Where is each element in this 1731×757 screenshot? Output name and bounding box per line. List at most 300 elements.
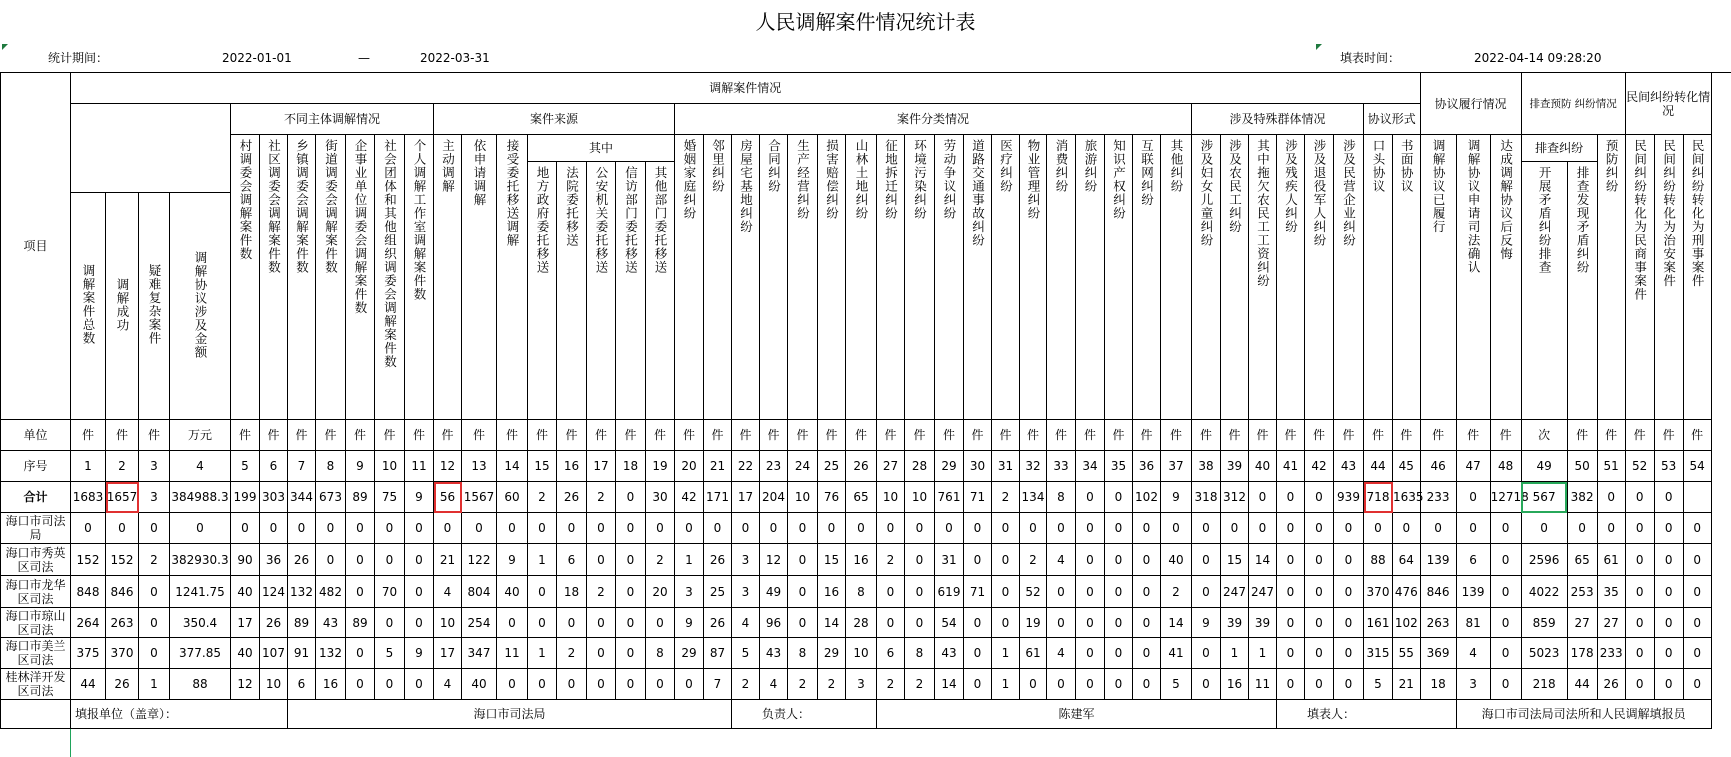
table-cell[interactable]: 377.85 bbox=[170, 638, 231, 669]
seq-cell[interactable]: 1 bbox=[71, 451, 106, 482]
unit-cell[interactable]: 件 bbox=[260, 420, 288, 451]
seq-cell[interactable]: 30 bbox=[964, 451, 992, 482]
table-cell[interactable]: 9 bbox=[1192, 608, 1221, 638]
table-cell[interactable]: 0 bbox=[1133, 513, 1161, 544]
table-cell[interactable]: 0 bbox=[646, 669, 675, 700]
table-cell[interactable]: 6 bbox=[557, 544, 587, 576]
table-cell[interactable]: 0 bbox=[1364, 513, 1393, 544]
table-cell[interactable]: 0 bbox=[1020, 513, 1047, 544]
footer-filler-value[interactable]: 海口市司法局司法所和人民调解填报员 bbox=[1456, 700, 1711, 729]
table-cell[interactable]: 0 bbox=[1683, 638, 1711, 669]
table-cell[interactable]: 0 bbox=[1192, 576, 1221, 608]
table-cell[interactable]: 0 bbox=[1105, 576, 1133, 608]
unit-cell[interactable]: 件 bbox=[1076, 420, 1105, 451]
table-cell[interactable]: 14 bbox=[818, 608, 846, 638]
table-cell[interactable]: 859 bbox=[1521, 608, 1567, 638]
table-cell[interactable]: 0 bbox=[1490, 576, 1521, 608]
table-cell[interactable]: 1635 bbox=[1393, 482, 1421, 513]
table-cell[interactable]: 44 bbox=[71, 669, 106, 700]
table-cell[interactable]: 0 bbox=[905, 576, 935, 608]
table-cell[interactable]: 0 bbox=[587, 608, 616, 638]
table-cell[interactable]: 218 bbox=[1521, 669, 1567, 700]
table-cell[interactable]: 12 bbox=[760, 544, 788, 576]
row-label[interactable]: 海口市秀英区司法 bbox=[1, 544, 71, 576]
table-cell[interactable]: 161 bbox=[1364, 608, 1393, 638]
seq-cell[interactable]: 34 bbox=[1076, 451, 1105, 482]
table-cell[interactable]: 61 bbox=[1597, 544, 1625, 576]
table-cell[interactable]: 0 bbox=[1334, 576, 1364, 608]
table-cell[interactable]: 0 bbox=[1490, 669, 1521, 700]
table-cell[interactable]: 0 bbox=[1105, 482, 1133, 513]
table-cell[interactable]: 0 bbox=[905, 544, 935, 576]
table-cell[interactable]: 4 bbox=[1047, 544, 1076, 576]
table-cell[interactable]: 27 bbox=[1597, 608, 1625, 638]
table-cell[interactable]: 0 bbox=[1456, 482, 1490, 513]
table-cell[interactable]: 4 bbox=[1456, 638, 1490, 669]
table-cell[interactable]: 0 bbox=[462, 513, 497, 544]
seq-cell[interactable]: 47 bbox=[1456, 451, 1490, 482]
table-cell[interactable]: 0 bbox=[557, 513, 587, 544]
table-cell[interactable]: 132 bbox=[288, 576, 316, 608]
seq-cell[interactable]: 29 bbox=[935, 451, 964, 482]
table-cell[interactable]: 0 bbox=[1305, 544, 1334, 576]
table-cell[interactable]: 10 bbox=[788, 482, 818, 513]
unit-cell[interactable]: 件 bbox=[846, 420, 877, 451]
table-cell[interactable]: 0 bbox=[788, 513, 818, 544]
table-cell[interactable]: 2 bbox=[1161, 576, 1192, 608]
table-cell[interactable]: 1 bbox=[528, 544, 557, 576]
table-cell[interactable]: 0 bbox=[1221, 513, 1249, 544]
seq-cell[interactable]: 23 bbox=[760, 451, 788, 482]
table-cell[interactable]: 25 bbox=[704, 576, 732, 608]
table-cell[interactable]: 40 bbox=[231, 576, 260, 608]
table-cell[interactable]: 2 bbox=[587, 576, 616, 608]
table-cell[interactable]: 61 bbox=[1020, 638, 1047, 669]
table-cell[interactable] bbox=[1683, 482, 1711, 513]
table-cell[interactable]: 247 bbox=[1221, 576, 1249, 608]
table-cell[interactable]: 16 bbox=[316, 669, 346, 700]
seq-cell[interactable]: 22 bbox=[732, 451, 760, 482]
unit-cell[interactable]: 件 bbox=[760, 420, 788, 451]
table-cell[interactable]: 619 bbox=[935, 576, 964, 608]
table-cell[interactable]: 2 bbox=[557, 638, 587, 669]
table-cell[interactable]: 0 bbox=[1047, 608, 1076, 638]
unit-cell[interactable]: 件 bbox=[557, 420, 587, 451]
table-cell[interactable]: 178 bbox=[1567, 638, 1597, 669]
table-cell[interactable]: 0 bbox=[788, 608, 818, 638]
unit-cell[interactable]: 件 bbox=[1456, 420, 1490, 451]
table-cell[interactable]: 204 bbox=[760, 482, 788, 513]
table-cell[interactable]: 16 bbox=[1221, 669, 1249, 700]
table-cell[interactable]: 1567 bbox=[462, 482, 497, 513]
seq-cell[interactable]: 27 bbox=[877, 451, 905, 482]
table-cell[interactable]: 0 bbox=[139, 608, 170, 638]
table-cell[interactable]: 7 bbox=[704, 669, 732, 700]
table-cell[interactable]: 152 bbox=[71, 544, 106, 576]
table-cell[interactable]: 65 bbox=[846, 482, 877, 513]
table-cell[interactable]: 0 bbox=[288, 513, 316, 544]
unit-cell[interactable]: 件 bbox=[1654, 420, 1683, 451]
table-cell[interactable]: 12718 bbox=[1490, 482, 1521, 513]
table-cell[interactable]: 0 bbox=[1277, 513, 1305, 544]
table-cell[interactable]: 39 bbox=[1221, 608, 1249, 638]
unit-cell[interactable]: 件 bbox=[704, 420, 732, 451]
table-cell[interactable]: 0 bbox=[732, 513, 760, 544]
table-cell[interactable]: 0 bbox=[1654, 513, 1683, 544]
table-cell[interactable]: 10 bbox=[846, 638, 877, 669]
table-cell[interactable]: 247 bbox=[1249, 576, 1277, 608]
table-cell[interactable]: 2 bbox=[732, 669, 760, 700]
table-cell[interactable]: 0 bbox=[1490, 544, 1521, 576]
table-cell[interactable]: 3 bbox=[1456, 669, 1490, 700]
table-cell[interactable]: 4022 bbox=[1521, 576, 1567, 608]
table-cell[interactable]: 0 bbox=[260, 513, 288, 544]
seq-cell[interactable]: 17 bbox=[587, 451, 616, 482]
table-cell[interactable]: 0 bbox=[616, 608, 646, 638]
table-cell[interactable]: 55 bbox=[1393, 638, 1421, 669]
unit-cell[interactable]: 件 bbox=[346, 420, 375, 451]
table-cell[interactable]: 0 bbox=[1105, 669, 1133, 700]
table-cell[interactable]: 0 bbox=[1305, 608, 1334, 638]
table-cell[interactable]: 848 bbox=[71, 576, 106, 608]
table-cell[interactable]: 0 bbox=[905, 513, 935, 544]
table-cell[interactable]: 0 bbox=[1654, 608, 1683, 638]
seq-cell[interactable]: 36 bbox=[1133, 451, 1161, 482]
table-cell[interactable]: 0 bbox=[964, 608, 992, 638]
table-cell[interactable]: 0 bbox=[1020, 669, 1047, 700]
table-cell[interactable]: 0 bbox=[1334, 608, 1364, 638]
table-cell[interactable]: 0 bbox=[1654, 576, 1683, 608]
table-cell[interactable]: 6 bbox=[877, 638, 905, 669]
table-cell[interactable]: 254 bbox=[462, 608, 497, 638]
table-cell[interactable]: 17 bbox=[732, 482, 760, 513]
table-cell[interactable]: 60 bbox=[497, 482, 528, 513]
table-cell[interactable]: 0 bbox=[434, 513, 462, 544]
unit-cell[interactable]: 件 bbox=[935, 420, 964, 451]
table-cell[interactable]: 44 bbox=[1567, 669, 1597, 700]
unit-cell[interactable]: 件 bbox=[1567, 420, 1597, 451]
table-cell[interactable]: 107 bbox=[260, 638, 288, 669]
table-cell[interactable]: 0 bbox=[646, 513, 675, 544]
table-cell[interactable]: 0 bbox=[497, 513, 528, 544]
table-cell[interactable]: 10 bbox=[434, 608, 462, 638]
table-cell[interactable]: 26 bbox=[260, 608, 288, 638]
table-cell[interactable]: 43 bbox=[316, 608, 346, 638]
table-cell[interactable]: 3 bbox=[732, 576, 760, 608]
table-cell[interactable]: 18 bbox=[557, 576, 587, 608]
table-cell[interactable]: 0 bbox=[964, 638, 992, 669]
seq-cell[interactable]: 11 bbox=[405, 451, 434, 482]
table-cell[interactable]: 6 bbox=[288, 669, 316, 700]
table-cell[interactable]: 370 bbox=[1364, 576, 1393, 608]
unit-cell[interactable]: 件 bbox=[405, 420, 434, 451]
unit-cell[interactable]: 件 bbox=[1020, 420, 1047, 451]
table-cell[interactable]: 6 bbox=[1456, 544, 1490, 576]
table-cell[interactable]: 0 bbox=[1625, 669, 1654, 700]
table-cell[interactable]: 0 bbox=[616, 638, 646, 669]
table-cell[interactable]: 939 bbox=[1334, 482, 1364, 513]
table-cell[interactable]: 9 bbox=[405, 482, 434, 513]
table-cell[interactable]: 1 bbox=[1221, 638, 1249, 669]
table-cell[interactable]: 0 bbox=[1625, 638, 1654, 669]
table-cell[interactable]: 1 bbox=[528, 638, 557, 669]
table-cell[interactable]: 124 bbox=[260, 576, 288, 608]
table-cell[interactable]: 17 bbox=[231, 608, 260, 638]
table-cell[interactable]: 9 bbox=[675, 608, 704, 638]
table-cell[interactable]: 567 bbox=[1521, 482, 1567, 513]
unit-cell[interactable]: 件 bbox=[1105, 420, 1133, 451]
fill-time[interactable]: 2022-04-14 09:28:20 bbox=[1474, 51, 1602, 65]
table-cell[interactable]: 87 bbox=[704, 638, 732, 669]
table-cell[interactable]: 312 bbox=[1221, 482, 1249, 513]
table-cell[interactable]: 0 bbox=[346, 638, 375, 669]
table-cell[interactable]: 303 bbox=[260, 482, 288, 513]
table-cell[interactable]: 11 bbox=[497, 638, 528, 669]
seq-cell[interactable]: 33 bbox=[1047, 451, 1076, 482]
table-cell[interactable]: 0 bbox=[1133, 638, 1161, 669]
table-cell[interactable]: 0 bbox=[1249, 513, 1277, 544]
table-cell[interactable]: 14 bbox=[935, 669, 964, 700]
seq-cell[interactable]: 26 bbox=[846, 451, 877, 482]
table-cell[interactable]: 0 bbox=[375, 669, 405, 700]
table-cell[interactable]: 382 bbox=[1567, 482, 1597, 513]
unit-cell[interactable]: 件 bbox=[877, 420, 905, 451]
table-cell[interactable]: 0 bbox=[1683, 513, 1711, 544]
row-label[interactable]: 海口市琼山区司法 bbox=[1, 608, 71, 638]
unit-cell[interactable]: 件 bbox=[1420, 420, 1456, 451]
table-cell[interactable]: 2596 bbox=[1521, 544, 1567, 576]
table-cell[interactable]: 0 bbox=[1047, 669, 1076, 700]
table-cell[interactable]: 263 bbox=[1420, 608, 1456, 638]
table-cell[interactable]: 71 bbox=[964, 576, 992, 608]
table-cell[interactable]: 0 bbox=[1277, 544, 1305, 576]
seq-cell[interactable]: 25 bbox=[818, 451, 846, 482]
table-cell[interactable]: 0 bbox=[528, 669, 557, 700]
seq-cell[interactable]: 42 bbox=[1305, 451, 1334, 482]
table-cell[interactable]: 39 bbox=[1249, 608, 1277, 638]
table-cell[interactable]: 0 bbox=[964, 513, 992, 544]
table-cell[interactable]: 0 bbox=[405, 544, 434, 576]
table-cell[interactable]: 20 bbox=[646, 576, 675, 608]
table-cell[interactable]: 8 bbox=[1047, 482, 1076, 513]
table-cell[interactable]: 2 bbox=[646, 544, 675, 576]
table-cell[interactable]: 0 bbox=[1076, 513, 1105, 544]
table-cell[interactable]: 0 bbox=[1597, 482, 1625, 513]
unit-cell[interactable]: 次 bbox=[1521, 420, 1567, 451]
table-cell[interactable]: 91 bbox=[288, 638, 316, 669]
table-cell[interactable]: 0 bbox=[877, 513, 905, 544]
table-cell[interactable]: 0 bbox=[1192, 669, 1221, 700]
table-cell[interactable]: 0 bbox=[788, 576, 818, 608]
table-cell[interactable]: 0 bbox=[1076, 638, 1105, 669]
table-cell[interactable]: 0 bbox=[1334, 544, 1364, 576]
table-cell[interactable]: 0 bbox=[1683, 669, 1711, 700]
table-cell[interactable]: 1 bbox=[675, 544, 704, 576]
table-cell[interactable]: 89 bbox=[346, 482, 375, 513]
table-cell[interactable]: 14 bbox=[1161, 608, 1192, 638]
table-cell[interactable]: 0 bbox=[405, 513, 434, 544]
unit-cell[interactable]: 件 bbox=[316, 420, 346, 451]
table-cell[interactable]: 253 bbox=[1567, 576, 1597, 608]
table-cell[interactable]: 0 bbox=[1654, 482, 1683, 513]
table-cell[interactable]: 0 bbox=[405, 608, 434, 638]
table-cell[interactable]: 0 bbox=[964, 544, 992, 576]
table-cell[interactable]: 804 bbox=[462, 576, 497, 608]
table-cell[interactable]: 16 bbox=[846, 544, 877, 576]
table-cell[interactable]: 761 bbox=[935, 482, 964, 513]
table-cell[interactable]: 139 bbox=[1456, 576, 1490, 608]
unit-cell[interactable]: 件 bbox=[1305, 420, 1334, 451]
table-cell[interactable]: 0 bbox=[1192, 638, 1221, 669]
table-cell[interactable]: 0 bbox=[1305, 638, 1334, 669]
table-cell[interactable]: 3 bbox=[846, 669, 877, 700]
table-cell[interactable]: 29 bbox=[675, 638, 704, 669]
table-cell[interactable]: 4 bbox=[1047, 638, 1076, 669]
table-cell[interactable]: 21 bbox=[1393, 669, 1421, 700]
unit-cell[interactable]: 件 bbox=[1393, 420, 1421, 451]
table-cell[interactable]: 0 bbox=[1277, 482, 1305, 513]
table-cell[interactable]: 0 bbox=[1654, 544, 1683, 576]
table-cell[interactable]: 0 bbox=[1161, 513, 1192, 544]
table-cell[interactable]: 0 bbox=[1133, 608, 1161, 638]
table-cell[interactable]: 0 bbox=[992, 513, 1020, 544]
seq-cell[interactable]: 18 bbox=[616, 451, 646, 482]
table-cell[interactable]: 0 bbox=[1105, 608, 1133, 638]
table-cell[interactable]: 0 bbox=[106, 513, 139, 544]
table-cell[interactable]: 26 bbox=[288, 544, 316, 576]
unit-cell[interactable]: 件 bbox=[231, 420, 260, 451]
table-cell[interactable]: 4 bbox=[434, 576, 462, 608]
unit-cell[interactable]: 件 bbox=[616, 420, 646, 451]
unit-cell[interactable]: 件 bbox=[1334, 420, 1364, 451]
seq-cell[interactable]: 41 bbox=[1277, 451, 1305, 482]
table-cell[interactable]: 1 bbox=[139, 669, 170, 700]
table-cell[interactable]: 88 bbox=[1364, 544, 1393, 576]
table-cell[interactable]: 70 bbox=[375, 576, 405, 608]
table-cell[interactable]: 10 bbox=[905, 482, 935, 513]
seq-cell[interactable]: 54 bbox=[1683, 451, 1711, 482]
table-cell[interactable]: 344 bbox=[288, 482, 316, 513]
seq-cell[interactable]: 6 bbox=[260, 451, 288, 482]
unit-cell[interactable]: 件 bbox=[1597, 420, 1625, 451]
table-cell[interactable]: 0 bbox=[587, 544, 616, 576]
unit-cell[interactable]: 件 bbox=[106, 420, 139, 451]
table-cell[interactable]: 27 bbox=[1567, 608, 1597, 638]
table-cell[interactable]: 318 bbox=[1192, 482, 1221, 513]
unit-cell[interactable]: 件 bbox=[992, 420, 1020, 451]
table-cell[interactable]: 482 bbox=[316, 576, 346, 608]
unit-cell[interactable]: 件 bbox=[462, 420, 497, 451]
table-cell[interactable]: 0 bbox=[231, 513, 260, 544]
table-cell[interactable]: 26 bbox=[1597, 669, 1625, 700]
table-cell[interactable]: 8 bbox=[846, 576, 877, 608]
table-cell[interactable]: 0 bbox=[1192, 513, 1221, 544]
table-cell[interactable]: 43 bbox=[760, 638, 788, 669]
seq-cell[interactable]: 14 bbox=[497, 451, 528, 482]
table-cell[interactable]: 0 bbox=[1076, 482, 1105, 513]
table-cell[interactable]: 382930.3 bbox=[170, 544, 231, 576]
table-cell[interactable]: 4 bbox=[760, 669, 788, 700]
unit-cell[interactable]: 件 bbox=[1047, 420, 1076, 451]
table-cell[interactable]: 0 bbox=[1490, 638, 1521, 669]
unit-cell[interactable]: 件 bbox=[1683, 420, 1711, 451]
unit-cell[interactable]: 件 bbox=[646, 420, 675, 451]
seq-cell[interactable]: 50 bbox=[1567, 451, 1597, 482]
table-cell[interactable]: 102 bbox=[1393, 608, 1421, 638]
table-cell[interactable]: 0 bbox=[1133, 544, 1161, 576]
table-cell[interactable]: 15 bbox=[818, 544, 846, 576]
table-cell[interactable]: 8 bbox=[646, 638, 675, 669]
table-cell[interactable]: 40 bbox=[462, 669, 497, 700]
unit-cell[interactable]: 件 bbox=[675, 420, 704, 451]
seq-cell[interactable]: 31 bbox=[992, 451, 1020, 482]
table-cell[interactable]: 0 bbox=[375, 544, 405, 576]
unit-cell[interactable]: 万元 bbox=[170, 420, 231, 451]
table-cell[interactable]: 4 bbox=[732, 608, 760, 638]
table-cell[interactable]: 0 bbox=[405, 669, 434, 700]
table-cell[interactable]: 0 bbox=[905, 608, 935, 638]
table-cell[interactable]: 0 bbox=[1456, 513, 1490, 544]
table-cell[interactable]: 4 bbox=[434, 669, 462, 700]
unit-cell[interactable]: 件 bbox=[375, 420, 405, 451]
table-cell[interactable]: 0 bbox=[557, 608, 587, 638]
seq-cell[interactable]: 52 bbox=[1625, 451, 1654, 482]
table-cell[interactable]: 2 bbox=[877, 544, 905, 576]
seq-cell[interactable]: 35 bbox=[1105, 451, 1133, 482]
period-end[interactable]: 2022-03-31 bbox=[420, 51, 490, 65]
table-cell[interactable]: 12 bbox=[231, 669, 260, 700]
table-cell[interactable]: 134 bbox=[1020, 482, 1047, 513]
table-cell[interactable]: 2 bbox=[992, 482, 1020, 513]
table-cell[interactable]: 0 bbox=[1625, 576, 1654, 608]
table-cell[interactable]: 0 bbox=[1393, 513, 1421, 544]
table-cell[interactable]: 5 bbox=[732, 638, 760, 669]
table-cell[interactable]: 81 bbox=[1456, 608, 1490, 638]
table-cell[interactable]: 76 bbox=[818, 482, 846, 513]
table-cell[interactable]: 89 bbox=[288, 608, 316, 638]
table-cell[interactable]: 0 bbox=[557, 669, 587, 700]
table-cell[interactable]: 0 bbox=[818, 513, 846, 544]
table-cell[interactable]: 139 bbox=[1420, 544, 1456, 576]
table-cell[interactable]: 0 bbox=[935, 513, 964, 544]
table-cell[interactable]: 0 bbox=[1047, 513, 1076, 544]
table-cell[interactable]: 0 bbox=[992, 608, 1020, 638]
table-cell[interactable]: 35 bbox=[1597, 576, 1625, 608]
seq-cell[interactable]: 21 bbox=[704, 451, 732, 482]
unit-cell[interactable]: 件 bbox=[905, 420, 935, 451]
table-cell[interactable]: 41 bbox=[1161, 638, 1192, 669]
table-cell[interactable]: 0 bbox=[1249, 482, 1277, 513]
seq-cell[interactable]: 39 bbox=[1221, 451, 1249, 482]
table-cell[interactable]: 0 bbox=[139, 638, 170, 669]
table-cell[interactable]: 0 bbox=[675, 669, 704, 700]
table-cell[interactable]: 0 bbox=[616, 513, 646, 544]
footer-person-value[interactable]: 陈建军 bbox=[877, 700, 1277, 729]
unit-cell[interactable]: 件 bbox=[1221, 420, 1249, 451]
table-cell[interactable]: 0 bbox=[587, 669, 616, 700]
table-cell[interactable]: 0 bbox=[1277, 638, 1305, 669]
table-cell[interactable]: 0 bbox=[1521, 513, 1567, 544]
unit-cell[interactable]: 件 bbox=[1490, 420, 1521, 451]
table-cell[interactable]: 0 bbox=[346, 576, 375, 608]
table-cell[interactable]: 0 bbox=[375, 513, 405, 544]
table-cell[interactable]: 40 bbox=[497, 576, 528, 608]
seq-cell[interactable]: 12 bbox=[434, 451, 462, 482]
table-cell[interactable]: 75 bbox=[375, 482, 405, 513]
unit-cell[interactable]: 件 bbox=[1625, 420, 1654, 451]
table-cell[interactable]: 0 bbox=[1047, 576, 1076, 608]
table-cell[interactable]: 315 bbox=[1364, 638, 1393, 669]
